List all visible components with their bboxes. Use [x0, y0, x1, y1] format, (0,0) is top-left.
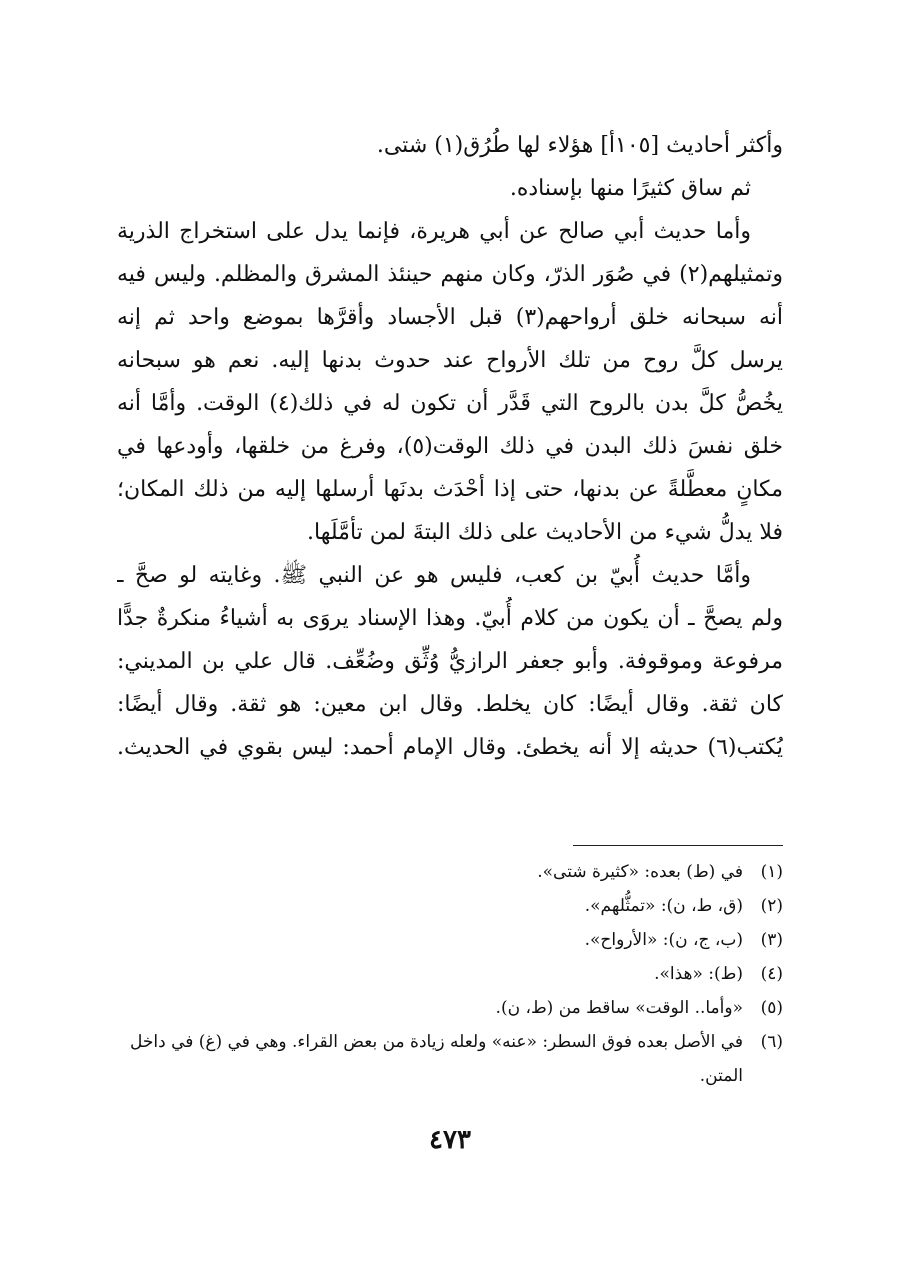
text-line: فلا يدلُّ شيء من الأحاديث على ذلك البتةَ لمن تأمَّلَها. — [307, 520, 783, 545]
text-line: ولم يصحَّ ـ أن يكون من كلام أُبيّ. وهذا الإسناد يروَى به أشياءُ منكرةٌ جدًّا — [117, 606, 783, 631]
text-line: كان ثقة. وقال أيضًا: كان يخلط. وقال ابن معين: هو ثقة. وقال أيضًا: — [117, 692, 783, 717]
footnote — [103, 957, 783, 991]
footnote-number: (٥) — [760, 998, 783, 1018]
text-line: وأكثر أحاديث [١٠٥أ] هؤلاء لها طُرُق(١) شتى. — [376, 133, 783, 158]
text-line: وتمثيلهم(٢) في صُوَر الذرّ، وكان منهم حينئذ المشرق والمظلم. وليس فيه — [117, 262, 783, 287]
footnotes — [103, 855, 783, 1093]
footnote-text: في (ط) بعده: «كثيرة شتى». — [537, 862, 743, 882]
text-line: يخُصُّ كلَّ بدن بالروح التي قَدَّر أن تكون له في ذلك(٤) الوقت. وأمَّا أنه — [117, 391, 783, 416]
footnote-number: (١) — [760, 862, 783, 882]
text-line: خلق نفسَ ذلك البدن في ذلك الوقت(٥)، وفرغ من خلقها، وأودعها في — [117, 434, 783, 459]
text-line: ثم ساق كثيرًا منها بإسناده. — [509, 176, 751, 201]
footnote-number: (٣) — [760, 930, 783, 950]
footnote — [103, 991, 783, 1025]
footnote — [103, 923, 783, 957]
footnote-number: (٦) — [760, 1032, 783, 1052]
text-line: مرفوعة وموقوفة. وأبو جعفر الرازيُّ وُثِّق وضُعِّف. قال علي بن المديني: — [117, 649, 783, 674]
text-line: مكانٍ معطَّلةً عن بدنها، حتى إذا أحْدَث بدنَها أرسلها إليه من ذلك المكان؛ — [117, 477, 783, 502]
text-line: وأمَّا حديث أُبيّ بن كعب، فليس هو عن النبي ﷺ. وغايته لو صحَّ ـ — [117, 563, 751, 588]
footnote-number: (٤) — [760, 964, 783, 984]
footnote — [103, 889, 783, 923]
footnote-text: (ب، ج، ن): «الأرواح». — [584, 930, 743, 950]
footnote-text: في الأصل بعده فوق السطر: «عنه» ولعله زيادة من بعض القراء. وهي في (غ) في داخل المتن. — [129, 1032, 743, 1086]
text-line: أنه سبحانه خلق أرواحهم(٣) قبل الأجساد وأقرَّها بموضع واحد ثم إنه — [117, 305, 783, 330]
page-number: ٤٧٣ — [429, 1125, 471, 1155]
footnote-text: (ق، ط، ن): «تمثُّلهم». — [584, 896, 743, 916]
main-text — [117, 124, 783, 769]
text-line: يُكتب(٦) حديثه إلا أنه يخطئ. وقال الإمام أحمد: ليس بقوي في الحديث. — [117, 735, 783, 760]
footnote-number: (٢) — [760, 896, 783, 916]
text-line: يرسل كلَّ روح من تلك الأرواح عند حدوث بدنها إليه. نعم هو سبحانه — [117, 348, 783, 373]
footnote-text: «وأما.. الوقت» ساقط من (ط، ن). — [495, 998, 743, 1018]
footnote — [103, 855, 783, 889]
text-line: وأما حديث أبي صالح عن أبي هريرة، فإنما يدل على استخراج الذرية — [117, 219, 751, 244]
footnote-separator — [573, 845, 783, 846]
footnote-text: (ط): «هذا». — [654, 964, 743, 984]
footnote — [103, 1025, 783, 1093]
